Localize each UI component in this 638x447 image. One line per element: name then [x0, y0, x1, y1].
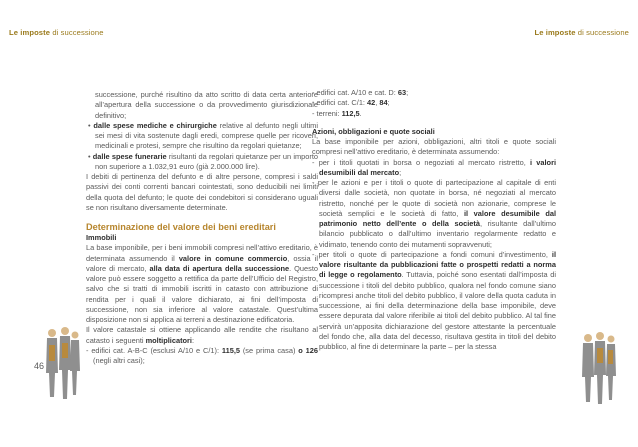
r1-text-a: - edifici cat. A/10 e cat. D:	[312, 88, 398, 97]
item1-text-a: - edifici cat. A-B-C (esclusi A/10 e C/1):	[86, 345, 222, 355]
header-right-light: di successione	[577, 28, 629, 37]
property-text-a: La base imponibile, per i beni immobili compresi nell’attivo ereditario, è determinata assumendo il	[86, 243, 318, 263]
running-header-left	[9, 28, 104, 37]
r3-text-c: .	[359, 108, 362, 118]
property-text-c: , ossia il valore di mercato,	[86, 253, 318, 273]
multiplier-item-a10	[312, 88, 556, 98]
multiplier-item-land	[312, 109, 556, 119]
d3-bold: il valore risultante da pubblicazioni fatte o prospetti redatti a norma di legge o regolamento	[319, 249, 556, 280]
bullet-medical-expenses: • dalle spese mediche e chirurgiche relative al defunto negli ultimi sei mesi di vita sostenute dagli eredi, comprese quelle per ricoveri, medicinali e protesi, sempre che risultino da regolari quietanze;	[88, 120, 318, 151]
property-bold-market-value: valore in comune commercio	[178, 253, 288, 263]
property-text-e: . Questo valore può essere soggetto a rettifica da parte dell’Ufficio del Registro, salvo che si tratti di immobili iscritti in catasto con attribuzione di rendita per i quali il valore dichiarato, ai fini dell’imposta di successione, non sia inferiore al valore catastale. Quest’ultima disposizione non si applica ai terreni a destinazione edificatoria.	[86, 263, 318, 324]
r1-bold: 63	[397, 88, 407, 97]
r2-text-a: - edifici cat. C/1:	[312, 98, 368, 108]
bullet-funeral-text: risultanti da regolari quietanze per un importo non superiore a 1.032,91 euro (già 2.000.000 lire).	[95, 151, 318, 171]
property-bold-date: alla data di apertura della successione	[149, 263, 290, 273]
d3-text-c: . Tuttavia, poiché sono esentati dall’imposta di successione i titoli del debito pubblico, qualora nel fondo comune siano ricompresi anche titoli del debito pubblico, il valore della quota caduta in successione, ai fini della determinazione della base imponibile, deve essere depurata dal valore riferibile ai titoli del debito pubblico. Al tal fine servirà un’apposita dichiarazione del gestore attestante la percentuale del fondo che, alla data del decesso, risultava gestita in titoli del debito pubblico, al fine di determinare la parte – per la stessa	[319, 270, 556, 351]
cadastral-text-a: Il valore catastale si ottiene applicando alle rendite che risultano al catasto i seguenti	[86, 325, 318, 345]
item1-bold-value: 115,5	[221, 345, 240, 355]
header-right-bold: Le imposte	[534, 28, 576, 37]
d2-text-a: - per le azioni e per i titoli o quote di partecipazione al capitale di enti diversi dalle società, non quotate in borsa, né negoziati al mercato ristretto, nonché per le quote di società non azionarie, comprese le società semplici e le società di fatto,	[312, 178, 556, 218]
r2-text-c: ,	[375, 98, 380, 108]
header-left-light: di successione	[52, 28, 104, 37]
bullet-medical-text: relative al defunto negli ultimi sei mesi di vita sostenute dagli eredi, comprese quelle per ricoveri, medicinali e protesi, sempre che risultino da regolari quietanze;	[95, 120, 318, 151]
section-title: Determinazione del valore dei beni ereditari	[86, 222, 276, 232]
cadastral-text-c: :	[191, 335, 195, 345]
dash-item-funds	[312, 250, 556, 353]
r2-text-e: ;	[387, 98, 390, 108]
page-number-left: 46	[34, 361, 45, 371]
subsection-title: Immobili	[86, 233, 117, 242]
d2-text-c: , risultante dall’ultimo bilancio pubblicato o dall’ultimo inventario regolarmente redatto e vidimato, tenendo conto dei mutamenti sopravvenuti;	[319, 219, 556, 249]
debts-paragraph: I debiti di pertinenza del defunto e di altre persone, compresi i saldi passivi dei conti correnti bancari cointestati, sono deducibili nei limiti della quota del defunto; le quote dei condebitori si considerano uguali se non risultano diversamente determinate.	[86, 172, 318, 212]
bullet-funeral-bold: dalle spese funerarie	[92, 151, 167, 161]
d1-text-c: ;	[399, 167, 402, 177]
property-paragraph	[86, 243, 318, 325]
right-page-text	[312, 88, 556, 352]
dash-item-listed	[312, 158, 556, 179]
shares-intro: La base imponibile per azioni, obbligazioni, altri titoli e quote sociali compresi nell’attivo ereditario, è determinata assumendo:	[312, 137, 556, 157]
d3-text-a: - per titoli o quote di partecipazione a fondi comuni d’investimento,	[312, 249, 552, 259]
item1-text-c: (se prima casa)	[239, 345, 299, 355]
d1-bold: i valori desumibili dal mercato	[319, 157, 557, 177]
d1-text-a: - per i titoli quotati in borsa o negoziati al mercato ristretto,	[312, 157, 530, 167]
running-header-right	[534, 28, 629, 37]
cadastral-bold-multipliers: moltiplicatori	[145, 335, 192, 345]
multiplier-item-abc	[86, 346, 318, 367]
people-illustration-right	[578, 330, 622, 430]
cadastral-paragraph	[86, 325, 318, 346]
bullet-medical-bold: dalle spese mediche e chirurgiche	[93, 120, 217, 130]
header-left-bold: Le imposte	[9, 28, 51, 37]
r2-bold-b: 84	[379, 98, 388, 108]
item1-bold-alt: o 126	[298, 345, 318, 355]
intro-paragraph: successione, purché risultino da atto scritto di data certa anteriore all’apertura della successione o da provvedimento giurisdizionale definitivo;	[95, 90, 318, 120]
item1-text-e: (negli altri casi);	[93, 356, 145, 365]
shares-heading: Azioni, obbligazioni e quote sociali	[312, 126, 435, 136]
d2-bold: il valore desumibile dal patrimonio netto dell’ente o della società	[319, 208, 556, 228]
r1-text-c: ;	[406, 88, 409, 97]
r2-bold-a: 42	[367, 98, 376, 108]
r3-bold: 112,5	[341, 108, 360, 118]
multiplier-item-c1	[312, 98, 556, 108]
people-illustration-left	[40, 325, 84, 425]
bullet-funeral-expenses: • dalle spese funerarie risultanti da regolari quietanze per un importo non superiore a 1.032,91 euro (già 2.000.000 lire).	[88, 151, 318, 171]
r3-text-a: - terreni:	[312, 108, 342, 118]
dash-item-unlisted	[312, 178, 556, 250]
left-page-text	[86, 90, 318, 366]
